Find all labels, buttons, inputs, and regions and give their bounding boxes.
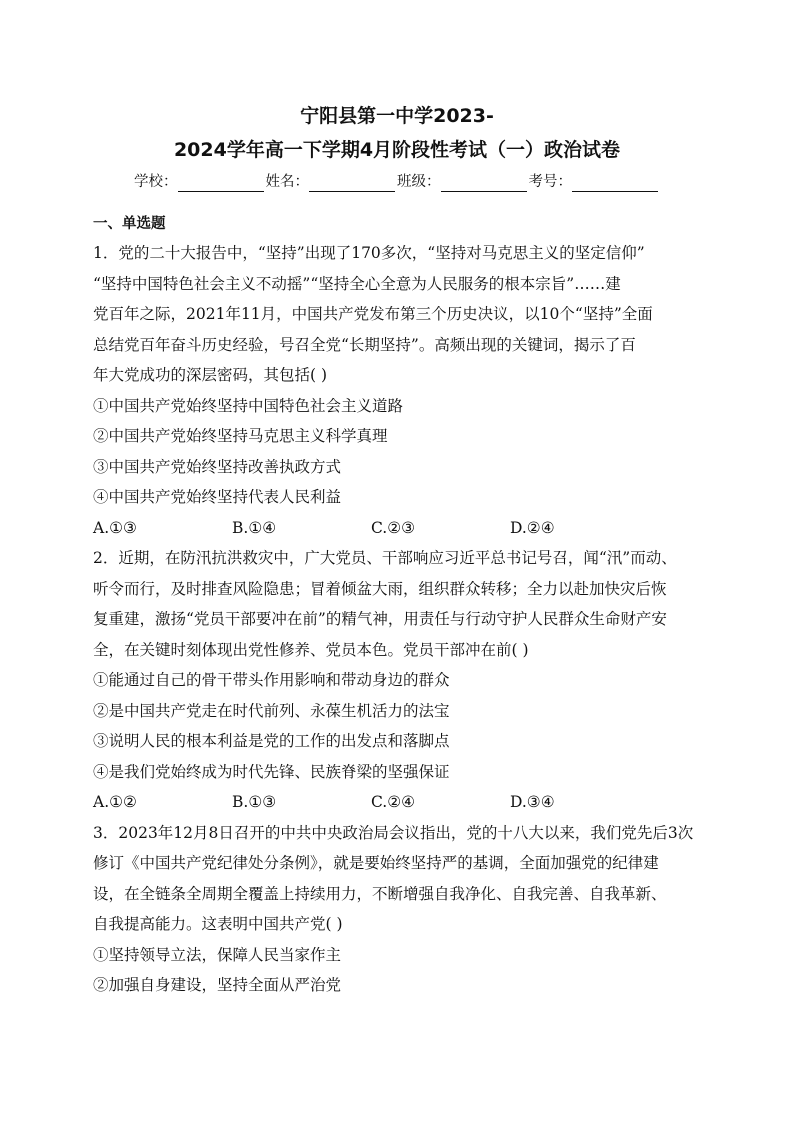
statement-option: ②加强自身建设，坚持全面从严治党 <box>93 976 342 994</box>
answer-choice-d[interactable]: D.③④ <box>510 793 555 811</box>
school-blank[interactable] <box>178 175 264 192</box>
question-stem-line: 自我提高能力。这表明中国共产党( ) <box>93 915 343 933</box>
section-title: 一、单选题 <box>93 216 166 232</box>
answer-choice-c[interactable]: C.②④ <box>371 793 416 811</box>
question-1 <box>93 238 705 543</box>
question-stem-line: 年大党成功的深层密码，其包括( ) <box>93 366 328 384</box>
school-label: 学校： <box>134 174 178 190</box>
exam-title-line1: 宁阳县第一中学2023- <box>300 105 494 127</box>
statement-option: ③说明人民的根本利益是党的工作的出发点和落脚点 <box>93 732 450 750</box>
class-label: 班级： <box>397 174 441 190</box>
exam-title-line2: 2024学年高一下学期4月阶段性考试（一）政治试卷 <box>173 139 621 161</box>
question-2 <box>93 543 705 818</box>
class-field <box>397 172 529 192</box>
question-stem-line: 2．近期，在防汛抗洪救灾中，广大党员、干部响应习近平总书记号召，闻“汛”而动、 <box>93 549 677 567</box>
statement-option: ②中国共产党始终坚持马克思主义科学真理 <box>93 427 388 445</box>
answer-choice-b[interactable]: B.①③ <box>232 793 277 811</box>
question-stem-line: 1．党的二十大报告中，“坚持”出现了170多次，“坚持对马克思主义的坚定信仰” <box>93 244 645 262</box>
answer-choices <box>93 787 705 818</box>
statement-option: ③中国共产党始终坚持改善执政方式 <box>93 457 342 476</box>
school-field <box>134 172 266 192</box>
question-stem-line: “坚持中国特色社会主义不动摇”“坚持全心全意为人民服务的根本宗旨”……建 <box>93 274 621 293</box>
question-stem-line: 修订《中国共产党纪律处分条例》，就是要始终坚持严的基调，全面加强党的纪律建 <box>93 854 659 872</box>
question-stem-line: 听令而行，及时排查风险隐患；冒着倾盆大雨，组织群众转移；全力以赴加快灾后恢 <box>93 579 667 598</box>
name-blank[interactable] <box>309 175 395 192</box>
question-stem-line: 3．2023年12月8日召开的中共中央政治局会议指出，党的十八大以来，我们党先后3次 <box>93 823 694 842</box>
exam-number-field <box>529 172 661 192</box>
statement-option: ④中国共产党始终坚持代表人民利益 <box>93 488 342 506</box>
answer-choice-a[interactable]: A.①② <box>93 793 137 811</box>
statement-option: ①中国共产党始终坚持中国特色社会主义道路 <box>93 396 404 415</box>
statement-option: ②是中国共产党走在时代前列、永葆生机活力的法宝 <box>93 701 450 720</box>
question-stem-line: 全，在关键时刻体现出党性修养、党员本色。党员干部冲在前( ) <box>93 640 529 659</box>
exam-number-label: 考号： <box>528 174 572 190</box>
question-stem-line: 复重建，激扬“党员干部要冲在前”的精气神，用责任与行动守护人民群众生命财产安 <box>93 610 667 628</box>
answer-choice-b[interactable]: B.①④ <box>232 518 277 537</box>
class-blank[interactable] <box>441 175 527 192</box>
student-info-line <box>0 172 794 192</box>
answer-choice-d[interactable]: D.②④ <box>510 518 555 537</box>
name-label: 姓名： <box>265 174 309 190</box>
exam-number-blank[interactable] <box>572 175 658 192</box>
statement-option: ①坚持领导立法，保障人民当家作主 <box>93 945 342 964</box>
name-field <box>266 172 398 192</box>
question-3 <box>93 818 705 1001</box>
answer-choice-c[interactable]: C.②③ <box>371 518 416 537</box>
exam-content <box>93 212 705 1001</box>
answer-choices <box>93 513 705 544</box>
statement-option: ④是我们党始终成为时代先锋、民族脊梁的坚强保证 <box>93 762 450 781</box>
question-stem-line: 党百年之际，2021年11月，中国共产党发布第三个历史决议，以10个“坚持”全面 <box>93 305 653 323</box>
question-stem-line: 总结党百年奋斗历史经验，号召全党“长期坚持”。高频出现的关键词，揭示了百 <box>93 335 636 354</box>
answer-choice-a[interactable]: A.①③ <box>93 518 137 537</box>
statement-option: ①能通过自己的骨干带头作用影响和带动身边的群众 <box>93 671 450 689</box>
question-stem-line: 设，在全链条全周期全覆盖上持续用力，不断增强自我净化、自我完善、自我革新、 <box>93 884 667 903</box>
